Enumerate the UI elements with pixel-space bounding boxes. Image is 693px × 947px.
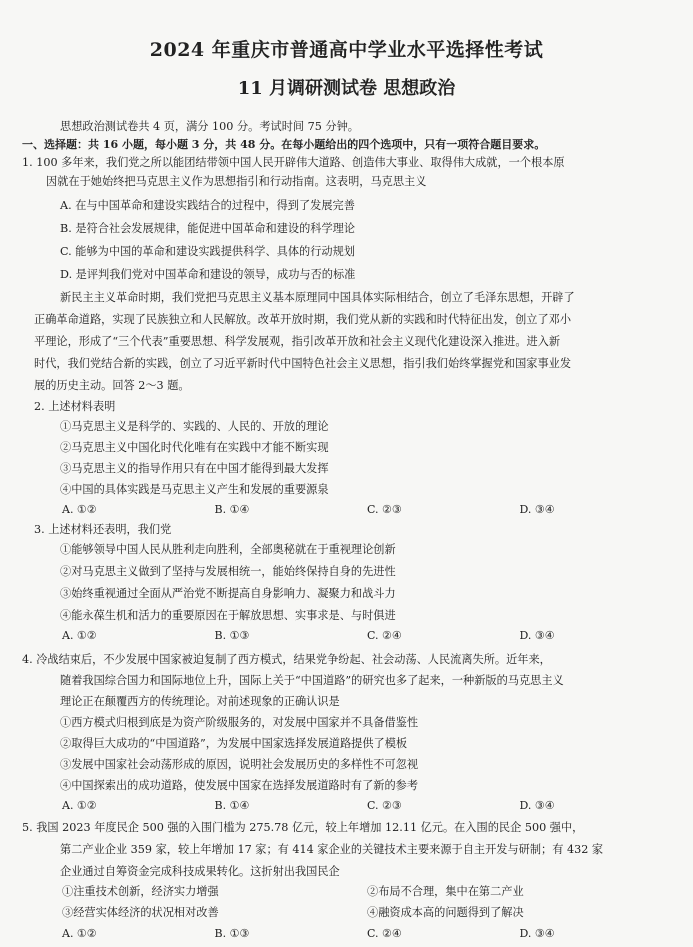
q3-option-b: B. ①③ <box>214 629 250 642</box>
q4-option-a: A. ①② <box>62 799 97 812</box>
q2-options <box>62 502 672 518</box>
q2-statement-4: ④中国的具体实践是马克思主义产生和发展的重要源泉 <box>60 483 329 496</box>
q4-stem-line2: 随着我国综合国力和国际地位上升，国际上关于“中国道路”的研究也多了起来，一种新版的马克思主义 <box>60 674 564 687</box>
q3-statement-4: ④能永葆生机和活力的重要原因在于解放思想、实事求是、与时俱进 <box>60 609 396 622</box>
q5-stem-line3: 企业通过自筹资金完成科技成果转化。这折射出我国民企 <box>60 865 340 878</box>
q4-statement-2: ②取得巨大成功的“中国道路”，为发展中国家选择发展道路提供了模板 <box>60 737 408 750</box>
q4-options <box>62 798 672 814</box>
q5-options <box>62 926 672 942</box>
q5-option-a: A. ①② <box>62 927 97 940</box>
q5-option-b: B. ①③ <box>214 927 250 940</box>
q5-statement-3: ③经营实体经济的状况相对改善 <box>62 906 219 919</box>
q1-option-d: D. 是评判我们党对中国革命和建设的领导，成功与否的标准 <box>60 268 356 281</box>
material-line3: 平理论，形成了“三个代表”重要思想、科学发展观，指引改革开放和社会主义现代化建设深入推进。进入新 <box>34 335 561 348</box>
q5-statements-row1 <box>62 884 672 900</box>
q3-statement-3: ③始终重视通过全面从严治党不断提高自身影响力、凝聚力和战斗力 <box>60 587 396 600</box>
q1-stem-line2: 因就在于她始终把马克思主义作为思想指引和行动指南。这表明，马克思主义 <box>46 175 427 188</box>
q2-statement-2: ②马克思主义中国化时代化唯有在实践中才能不断实现 <box>60 441 329 454</box>
q4-option-c: C. ②③ <box>367 799 402 812</box>
q1-option-b: B. 是符合社会发展规律，能促进中国革命和建设的科学理论 <box>60 222 356 235</box>
q4-statement-3: ③发展中国家社会动荡形成的原因，说明社会发展历史的多样性不可忽视 <box>60 758 419 771</box>
q3-option-c: C. ②④ <box>367 629 402 642</box>
q3-statement-1: ①能够领导中国人民从胜利走向胜利，全部奥秘就在于重视理论创新 <box>60 543 396 556</box>
q2-statement-1: ①马克思主义是科学的、实践的、人民的、开放的理论 <box>60 420 329 433</box>
q2-option-b: B. ①④ <box>214 503 250 516</box>
q2-statement-3: ③马克思主义的指导作用只有在中国才能得到最大发挥 <box>60 462 329 475</box>
q5-option-c: C. ②④ <box>367 927 402 940</box>
q2-option-d: D. ③④ <box>519 503 555 516</box>
material-line5: 展的历史主动。回答 2～3 题。 <box>34 379 190 392</box>
material-line2: 正确革命道路，实现了民族独立和人民解放。改革开放时期，我们党从新的实践和时代特征出发，创立了邓小 <box>34 313 572 326</box>
q3-options <box>62 628 672 644</box>
material-line4: 时代，我们党结合新的实践，创立了习近平新时代中国特色社会主义思想，指引我们始终掌握党和国家事业发 <box>34 357 572 370</box>
q3-statement-2: ②对马克思主义做到了坚持与发展相统一，能始终保持自身的先进性 <box>60 565 396 578</box>
q1-option-c: C. 能够为中国的革命和建设实践提供科学、具体的行动规划 <box>60 245 355 258</box>
q2-option-a: A. ①② <box>62 503 97 516</box>
q4-statement-4: ④中国探索出的成功道路，使发展中国家在选择发展道路时有了新的参考 <box>60 779 419 792</box>
q5-option-d: D. ③④ <box>519 927 555 940</box>
exam-title: 2024 年重庆市普通高中学业水平选择性考试 <box>149 39 544 61</box>
q4-stem-line3: 理论正在颠覆西方的传统理论。对前述现象的正确认识是 <box>60 695 340 708</box>
q5-statement-2: ②布局不合理，集中在第二产业 <box>367 885 524 898</box>
q1-option-a: A. 在与中国革命和建设实践结合的过程中，得到了发展完善 <box>60 199 355 212</box>
q3-stem: 3. 上述材料还表明，我们党 <box>34 523 172 536</box>
q1-stem-line1: 1. 100 多年来，我们党之所以能团结带领中国人民开辟伟大道路、创造伟大事业、取得伟大成就，一个根本原 <box>22 156 565 169</box>
exam-subtitle: 11 月调研测试卷 思想政治 <box>237 78 456 99</box>
q4-statement-1: ①西方模式归根到底是为资产阶级服务的，对发展中国家并不具备借鉴性 <box>60 716 419 729</box>
q4-option-b: B. ①④ <box>214 799 250 812</box>
q3-option-a: A. ①② <box>62 629 97 642</box>
q2-stem: 2. 上述材料表明 <box>34 400 116 413</box>
q4-option-d: D. ③④ <box>519 799 555 812</box>
q5-statements-row2 <box>62 905 672 921</box>
q5-statement-4: ④融资成本高的问题得到了解决 <box>367 906 524 919</box>
q5-stem-line1: 5. 我国 2023 年度民企 500 强的入围门槛为 275.78 亿元，较上年增加 12.11 亿元。在入围的民企 500 强中， <box>22 821 584 834</box>
q2-option-c: C. ②③ <box>367 503 402 516</box>
q5-statement-1: ①注重技术创新，经济实力增强 <box>62 885 219 898</box>
q5-stem-line2: 第二产业企业 359 家，较上年增加 17 家；有 414 家企业的关键技术主要来源于自主开发与研制；有 432 家 <box>60 843 604 856</box>
q4-stem-line1: 4. 冷战结束后，不少发展中国家被迫复制了西方模式，结果党争纷起、社会动荡、人民流离失所。近年来， <box>22 653 551 666</box>
section-heading: 一、选择题：共 16 小题，每小题 3 分，共 48 分。在每小题给出的四个选项中，只有一项符合题目要求。 <box>22 138 546 151</box>
q3-option-d: D. ③④ <box>519 629 555 642</box>
material-line1: 新民主主义革命时期，我们党把马克思主义基本原理同中国具体实际相结合，创立了毛泽东思想，开辟了 <box>60 291 575 304</box>
intro-text: 思想政治测试卷共 4 页，满分 100 分。考试时间 75 分钟。 <box>60 120 359 133</box>
